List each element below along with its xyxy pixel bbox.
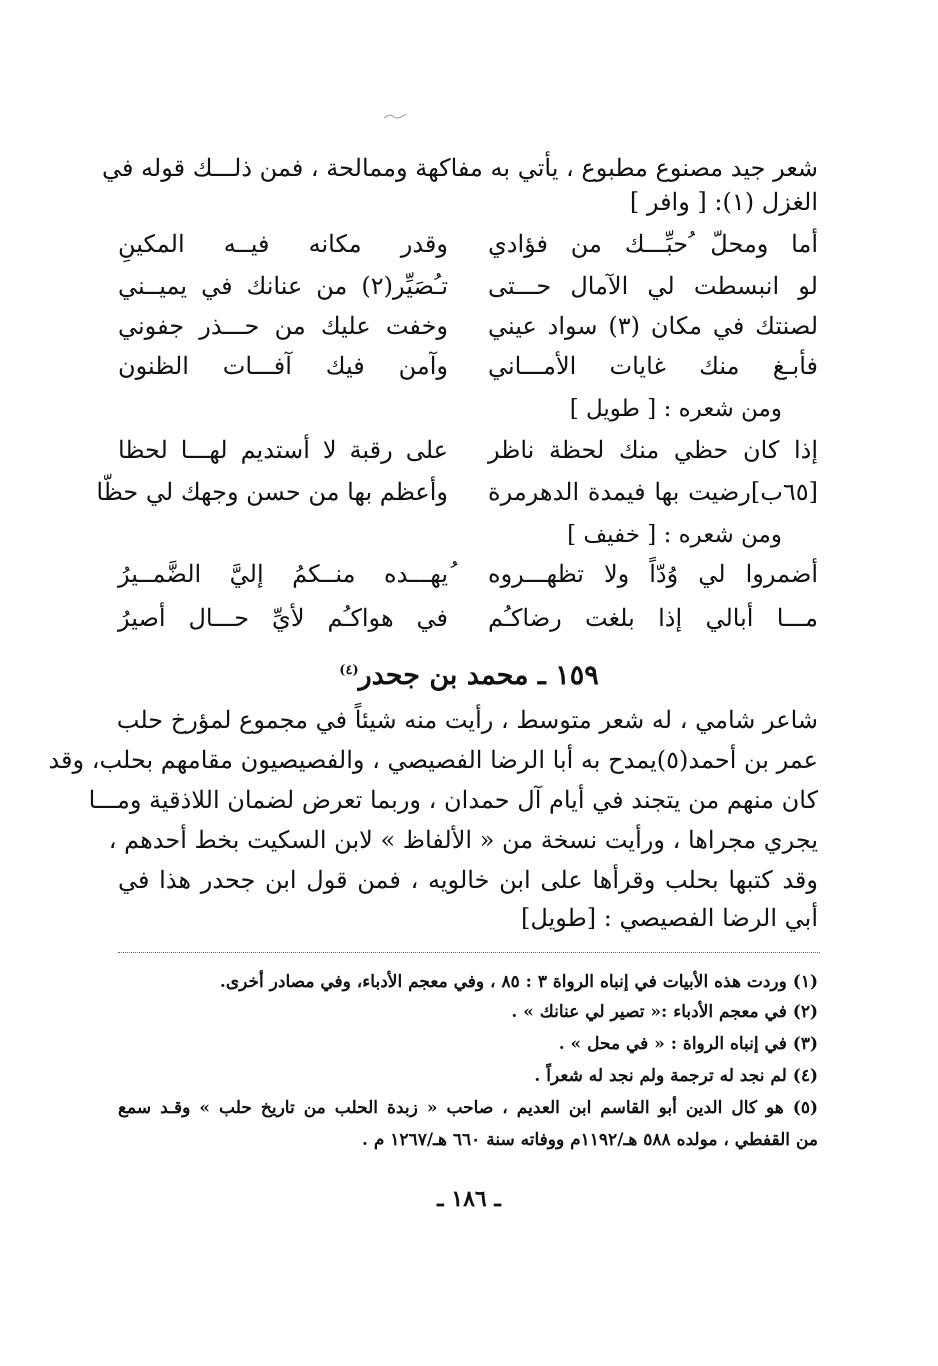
verse-first-hemistich: لصنتك في مكان (٣) سواد عيني — [488, 312, 819, 340]
meter-label-khafif: ومن شعره : [ خفيف ] — [567, 522, 782, 548]
poem1-verse-3 — [118, 312, 818, 352]
entry-heading — [0, 660, 938, 691]
entry-line-2: عمر بن أحمد(٥)يمدح به أبا الرضا الفصيصي ، والفصيصيون مقامهم بحلب، وقد — [48, 746, 818, 774]
verse-second-hemistich: ُيهـــده منــكمُ إليَّ الضَّمــيرُ — [118, 560, 448, 588]
verse-second-hemistich: وأعظم بها من حسن وجهك لي حظّا — [96, 478, 448, 506]
footnote-1: (١) وردت هذه الأبيات في إنباه الرواة ٣ : ٨٥ ، وفي معجم الأدباء، وفي مصادر أخرى. — [219, 972, 818, 992]
verse-first-hemistich: إذا كان حظي منك لحظة ناظر — [488, 436, 818, 464]
meter-label-tawil: ومن شعره : [ طويل ] — [569, 396, 782, 422]
footnote-5: (٥) هو كال الدين أبو القاسم ابن العديم ، صاحب « زبدة الحلب من تاريخ حلب » وقـد سمع — [118, 1098, 818, 1118]
pencil-mark — [382, 112, 408, 120]
entry-line-6: أبي الرضا الفصيصي : [طويل] — [521, 904, 818, 932]
poem2-verse-2 — [96, 478, 818, 518]
page-number: ـ ١٨٦ ـ — [437, 1186, 501, 1212]
poem1-verse-2 — [118, 272, 818, 312]
entry-line-1: شاعر شامي ، له شعر متوسط ، رأيت منه شيئاً في مجموع لمؤرخ حلب — [116, 706, 818, 734]
verse-second-hemistich: في هواكـُم لأيِّ حـــال أصيرُ — [118, 604, 448, 632]
entry-line-4: يجري مجراها ، ورأيت نسخة من « الألفاظ » لابن السكيت بخط أحدهم ، — [108, 826, 818, 854]
verse-first-hemistich: فأبـغ منك غايات الأمـــاني — [488, 352, 818, 380]
verse-first-hemistich: لو انبسطت لي الآمال حـــتى — [488, 272, 818, 300]
footnote-5-continued: من القفطي ، مولده ٥٨٨ هـ/١١٩٢م ووفاته سنة ٦٦٠ هـ/١٢٦٧ م . — [362, 1130, 818, 1150]
entry-line-5: وقد كتبها بحلب وقرأها على ابن خالويه ، فمن قول ابن جحدر هذا في — [118, 866, 818, 894]
footnote-divider — [118, 952, 820, 953]
entry-heading-footnote-ref: (٤) — [339, 663, 359, 678]
verse-first-hemistich: أضمروا لي وُدّاً ولا تظهـــروه — [488, 560, 818, 588]
poem1-verse-4 — [118, 352, 818, 392]
verse-second-hemistich: تـُصَيِّر(٢) من عنانك في يميــني — [118, 272, 448, 300]
entry-line-3: كان منهم من يتجند في أيام آل حمدان ، وربما تعرض لضمان اللاذقية ومـــا — [88, 786, 818, 814]
verse-second-hemistich: وآمن فيك آفـــات الظنون — [118, 352, 448, 380]
poem3-verse-1 — [118, 560, 818, 600]
footnote-4: (٤) لم نجد له ترجمة ولم نجد له شعراً . — [534, 1066, 818, 1086]
verse-second-hemistich: وقدر مكانه فيــه المكينِ — [118, 230, 448, 258]
verse-first-hemistich: [٦٥ب]رضيت بها فيمدة الدهرمرة — [488, 478, 818, 506]
poem3-verse-2 — [118, 604, 818, 644]
footnote-3: (٣) في إنباه الرواة : « في محل » . — [558, 1034, 818, 1054]
verse-first-hemistich: مـــا أبالي إذا بلغت رضاكـُم — [488, 604, 818, 632]
poem1-verse-1 — [118, 230, 818, 270]
intro-line-1: شعر جيد مصنوع مطبوع ، يأتي به مفاكهة وممالحة ، فمن ذلـــك قوله في — [101, 154, 818, 182]
verse-second-hemistich: وخفت عليك من حـــذر جفوني — [118, 312, 448, 340]
poem2-verse-1 — [118, 436, 818, 476]
verse-first-hemistich: أما ومحلّ ُحبِّـــك من فؤادي — [488, 230, 818, 258]
verse-second-hemistich: على رقبة لا أستديم لهـــا لحظا — [118, 436, 448, 464]
footnote-2: (٢) في معجم الأدباء :« تصير لي عنانك » . — [511, 1002, 818, 1022]
entry-heading-title: ١٥٩ ـ محمد بن جحدر — [358, 660, 599, 691]
intro-line-2: الغزل (١): [ وافر ] — [629, 188, 818, 216]
